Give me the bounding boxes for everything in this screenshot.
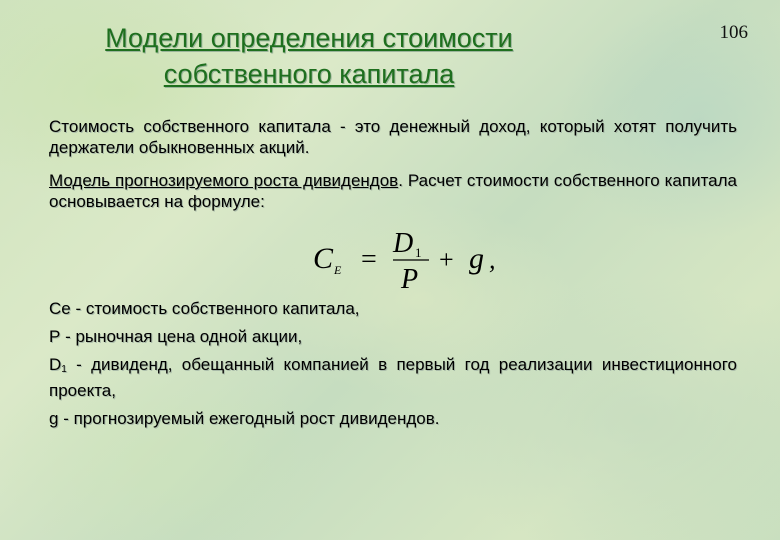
slide-body	[49, 116, 737, 436]
formula-comma: ,	[489, 245, 496, 274]
item-text: - стоимость собственного капитала,	[70, 299, 360, 318]
variable-definitions	[49, 298, 737, 429]
definition-item-ce	[49, 298, 737, 319]
definition-paragraph: Стоимость собственного капитала - это денежный доход, который хотят получить держатели обыкновенных акций.	[49, 117, 737, 157]
cost-of-equity-formula	[309, 222, 549, 292]
formula-growth: g	[469, 242, 484, 275]
formula-numerator-sub: 1	[415, 245, 422, 260]
definition-item-g	[49, 408, 737, 429]
title-line-1: Модели определения стоимости	[105, 23, 513, 53]
formula-denominator: P	[401, 264, 419, 292]
item-symbol: Се	[49, 299, 71, 318]
item-symbol: Р	[49, 327, 61, 346]
model-paragraph	[49, 170, 737, 212]
item-symbol: D	[49, 355, 62, 374]
formula-numerator: D	[393, 228, 414, 259]
title-line-2: собственного капитала	[163, 59, 455, 89]
item-symbol: g	[49, 409, 59, 428]
formula-lhs-sub: E	[334, 263, 342, 277]
formula-block	[49, 216, 737, 298]
formula-plus: +	[439, 245, 454, 274]
page-number: 106	[719, 22, 748, 43]
slide-title	[0, 20, 618, 92]
item-text: - прогнозируемый ежегодный рост дивидендов.	[58, 409, 440, 428]
formula-lhs: C	[313, 242, 334, 275]
item-text: - дивиденд, обещанный компанией в первый год реализации инвестиционного проекта,	[49, 355, 737, 400]
formula-equals: =	[361, 244, 377, 275]
item-symbol-sub: 1	[61, 364, 67, 375]
model-text: . Расчет стоимости собственного капитала основывается на формуле:	[49, 171, 738, 211]
item-text: - рыночная цена одной акции,	[60, 327, 303, 346]
definition-item-d1	[49, 354, 737, 401]
model-name: Модель прогнозируемого роста дивидендов	[49, 171, 399, 190]
definition-item-p	[49, 326, 737, 347]
